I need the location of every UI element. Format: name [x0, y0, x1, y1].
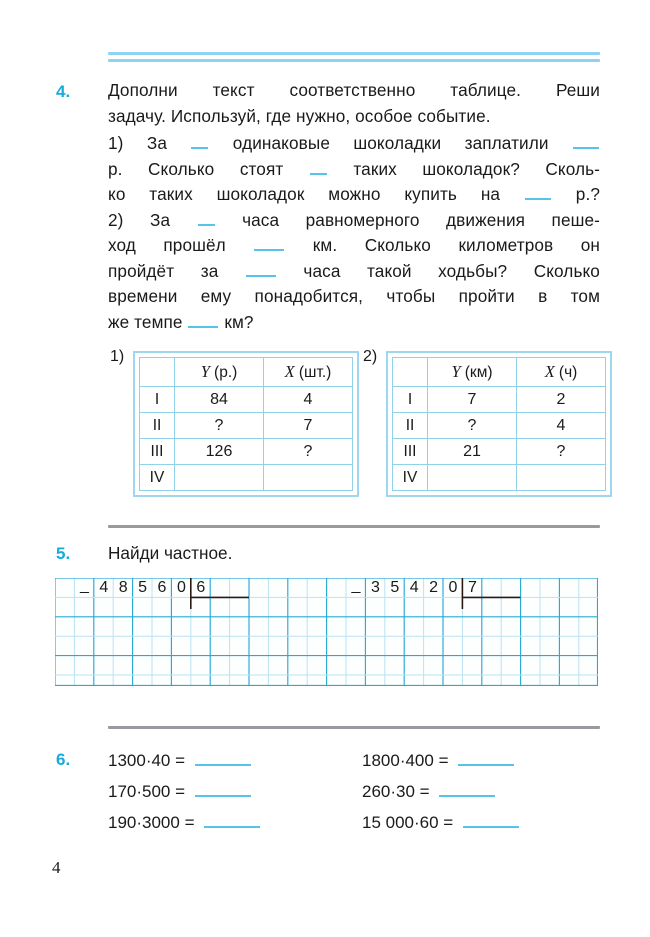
fill-blank[interactable]	[254, 235, 284, 251]
task4-intro-line-2: задачу. Используй, где нужно, особое событие.	[108, 105, 491, 126]
table-2-cell-x[interactable]: 2	[517, 387, 606, 413]
table-1-row-label: II	[140, 413, 175, 439]
exercise-number-5: 5.	[56, 544, 71, 563]
table-1-row-label: I	[140, 387, 175, 413]
table-row	[140, 465, 353, 491]
fill-blank[interactable]	[191, 133, 208, 149]
table-2-header-x	[517, 358, 606, 387]
table-1-header-x-unit: (шт.)	[298, 364, 332, 381]
table-1-label: 1)	[110, 348, 125, 365]
table-1	[139, 357, 353, 491]
task4-p2-seg-3: км. Сколько километров он	[312, 235, 600, 255]
table-row	[140, 413, 353, 439]
task4-intro	[108, 78, 600, 129]
dividend-digit: 0	[176, 579, 186, 596]
exercise-number-6: 6.	[56, 750, 71, 769]
answer-blank[interactable]	[195, 782, 251, 797]
fill-blank[interactable]	[310, 159, 327, 175]
table-1-header-x-var: X	[284, 362, 295, 381]
task4-p2-line-3	[108, 259, 600, 285]
table-1-cell-y[interactable]: 126	[175, 439, 264, 465]
division-minus-mark: _	[79, 577, 89, 594]
table-1-cell-y[interactable]: ?	[175, 413, 264, 439]
task4-p2-line-4	[108, 284, 600, 310]
task4-p2-seg-1: часа равномерного движения пеше-	[242, 209, 600, 230]
table-2-frame	[386, 351, 612, 497]
dividend-digit: 2	[429, 579, 439, 596]
dividend-digit: 8	[118, 579, 128, 596]
answer-blank[interactable]	[439, 782, 495, 797]
table-1-corner-cell	[140, 358, 175, 387]
task6-expression: 260·30 =	[362, 782, 430, 801]
table-1-header-y	[175, 358, 264, 387]
table-1-frame	[133, 351, 359, 497]
separator-above-task6	[108, 726, 600, 729]
table-1-header-y-var: Y	[200, 362, 210, 381]
task4-p1-seg-1: одинаковые шоколадки заплатили	[232, 133, 549, 153]
division-minus-mark: _	[351, 577, 361, 594]
table-1-cell-x[interactable]: 7	[264, 413, 353, 439]
table-1-cell-y[interactable]: 84	[175, 387, 264, 413]
answer-blank[interactable]	[458, 751, 514, 766]
separator-above-task5	[108, 525, 600, 528]
header-double-rule	[108, 52, 600, 62]
task6-expression: 1800·400 =	[362, 751, 449, 770]
task4-p1-seg-2: р. Сколько стоят	[108, 158, 284, 179]
task6-expression-row	[362, 745, 519, 776]
task4-p2-seg-5: часа такой ходьбы? Сколько	[303, 260, 600, 281]
task4-p1-line-2	[108, 157, 600, 183]
divisor-digit: 7	[467, 579, 477, 596]
fill-blank[interactable]	[188, 312, 218, 328]
fill-blank[interactable]	[246, 261, 276, 277]
table-row	[393, 439, 606, 465]
fill-blank[interactable]	[525, 184, 551, 200]
table-2-header-x-unit: (ч)	[558, 364, 578, 381]
table-2-row-label: I	[393, 387, 428, 413]
task4-p1-line-1	[108, 131, 600, 157]
task6-expression-row	[108, 745, 260, 776]
table-2-header-y	[428, 358, 517, 387]
task6-expression: 1300·40 =	[108, 751, 186, 770]
table-2-cell-x[interactable]: ?	[517, 439, 606, 465]
task4-p1-seg-3: таких шоколадок? Сколь-	[353, 158, 600, 179]
table-row	[393, 465, 606, 491]
task6-expression: 15 000·60 =	[362, 813, 454, 832]
fill-blank[interactable]	[573, 133, 599, 149]
table-row	[140, 358, 353, 387]
task4-p2-prefix: 2) За	[108, 209, 171, 230]
table-row	[393, 358, 606, 387]
table-2-label: 2)	[363, 348, 378, 365]
dividend-digit: 5	[390, 579, 400, 596]
table-1-cell-y[interactable]	[175, 465, 264, 491]
task4-p1-prefix: 1) За	[108, 133, 168, 153]
table-1-row-label: III	[140, 439, 175, 465]
task4-p2-seg-6: времени ему понадобится, чтобы пройти в том	[108, 286, 600, 306]
header-rule-bottom	[108, 59, 600, 62]
table-2-cell-x[interactable]: 4	[517, 413, 606, 439]
table-2-header-y-unit: (км)	[464, 364, 493, 381]
task5-title: Найди частное.	[108, 543, 233, 563]
table-row	[393, 387, 606, 413]
table-2-cell-y[interactable]: 7	[428, 387, 517, 413]
task4-problem-text	[108, 131, 600, 335]
task6-expression-row	[362, 807, 519, 838]
task4-p2-seg-2: ход прошёл	[108, 235, 226, 255]
task4-p1-seg-5: р.?	[575, 184, 600, 204]
dividend-digit: 6	[157, 579, 167, 596]
dividend-digit: 0	[448, 579, 458, 596]
task4-p2-line-5	[108, 310, 600, 336]
dividend-digit: 5	[138, 579, 148, 596]
table-row	[140, 439, 353, 465]
table-1-cell-x[interactable]	[264, 465, 353, 491]
table-2-row-label: II	[393, 413, 428, 439]
task4-p2-seg-8: км?	[224, 311, 254, 332]
header-rule-top	[108, 52, 600, 55]
answer-blank[interactable]	[463, 813, 519, 828]
dividend-digit: 4	[99, 579, 109, 596]
task6-expression-row	[108, 807, 260, 838]
task4-p2-line-1	[108, 208, 600, 234]
divisor-digit: 6	[196, 579, 206, 596]
answer-blank[interactable]	[195, 751, 251, 766]
dividend-digit: 3	[370, 579, 380, 596]
table-1-cell-x[interactable]: 4	[264, 387, 353, 413]
table-1-header-y-unit: (р.)	[214, 364, 238, 381]
exercise-number-4: 4.	[56, 82, 71, 101]
table-row	[393, 413, 606, 439]
task4-p1-seg-4: ко таких шоколадок можно купить на	[108, 184, 501, 204]
table-1-cell-x[interactable]: ?	[264, 439, 353, 465]
table-2-row-label: III	[393, 439, 428, 465]
table-2-cell-y[interactable]: ?	[428, 413, 517, 439]
table-1-header-x	[264, 358, 353, 387]
answer-blank[interactable]	[204, 813, 260, 828]
task6-expression-row	[362, 776, 519, 807]
task6-expression-row	[108, 776, 260, 807]
task4-intro-line-1: Дополни текст соответственно таблице. Реши	[108, 80, 600, 100]
table-2-header-x-var: X	[544, 362, 555, 381]
task4-p2-seg-4: пройдёт за	[108, 260, 219, 281]
task4-p2-line-2	[108, 233, 600, 259]
fill-blank[interactable]	[198, 210, 215, 226]
table-2	[392, 357, 606, 491]
task6-expression: 170·500 =	[108, 782, 186, 801]
task6-expression: 190·3000 =	[108, 813, 195, 832]
task6-left-column	[108, 745, 260, 838]
table-1-row-label: IV	[140, 465, 175, 491]
table-2-row-label: IV	[393, 465, 428, 491]
task6-right-column	[362, 745, 519, 838]
table-2-cell-y[interactable]: 21	[428, 439, 517, 465]
table-2-corner-cell	[393, 358, 428, 387]
task4-p2-seg-7: же темпе	[108, 311, 183, 332]
task4-p1-line-3	[108, 182, 600, 208]
dividend-digit: 4	[409, 579, 419, 596]
table-2-cell-x[interactable]	[517, 465, 606, 491]
long-division-grid[interactable]	[55, 578, 598, 686]
page-number: 4	[52, 858, 61, 877]
table-2-cell-y[interactable]	[428, 465, 517, 491]
table-row	[140, 387, 353, 413]
table-2-header-y-var: Y	[451, 362, 461, 381]
